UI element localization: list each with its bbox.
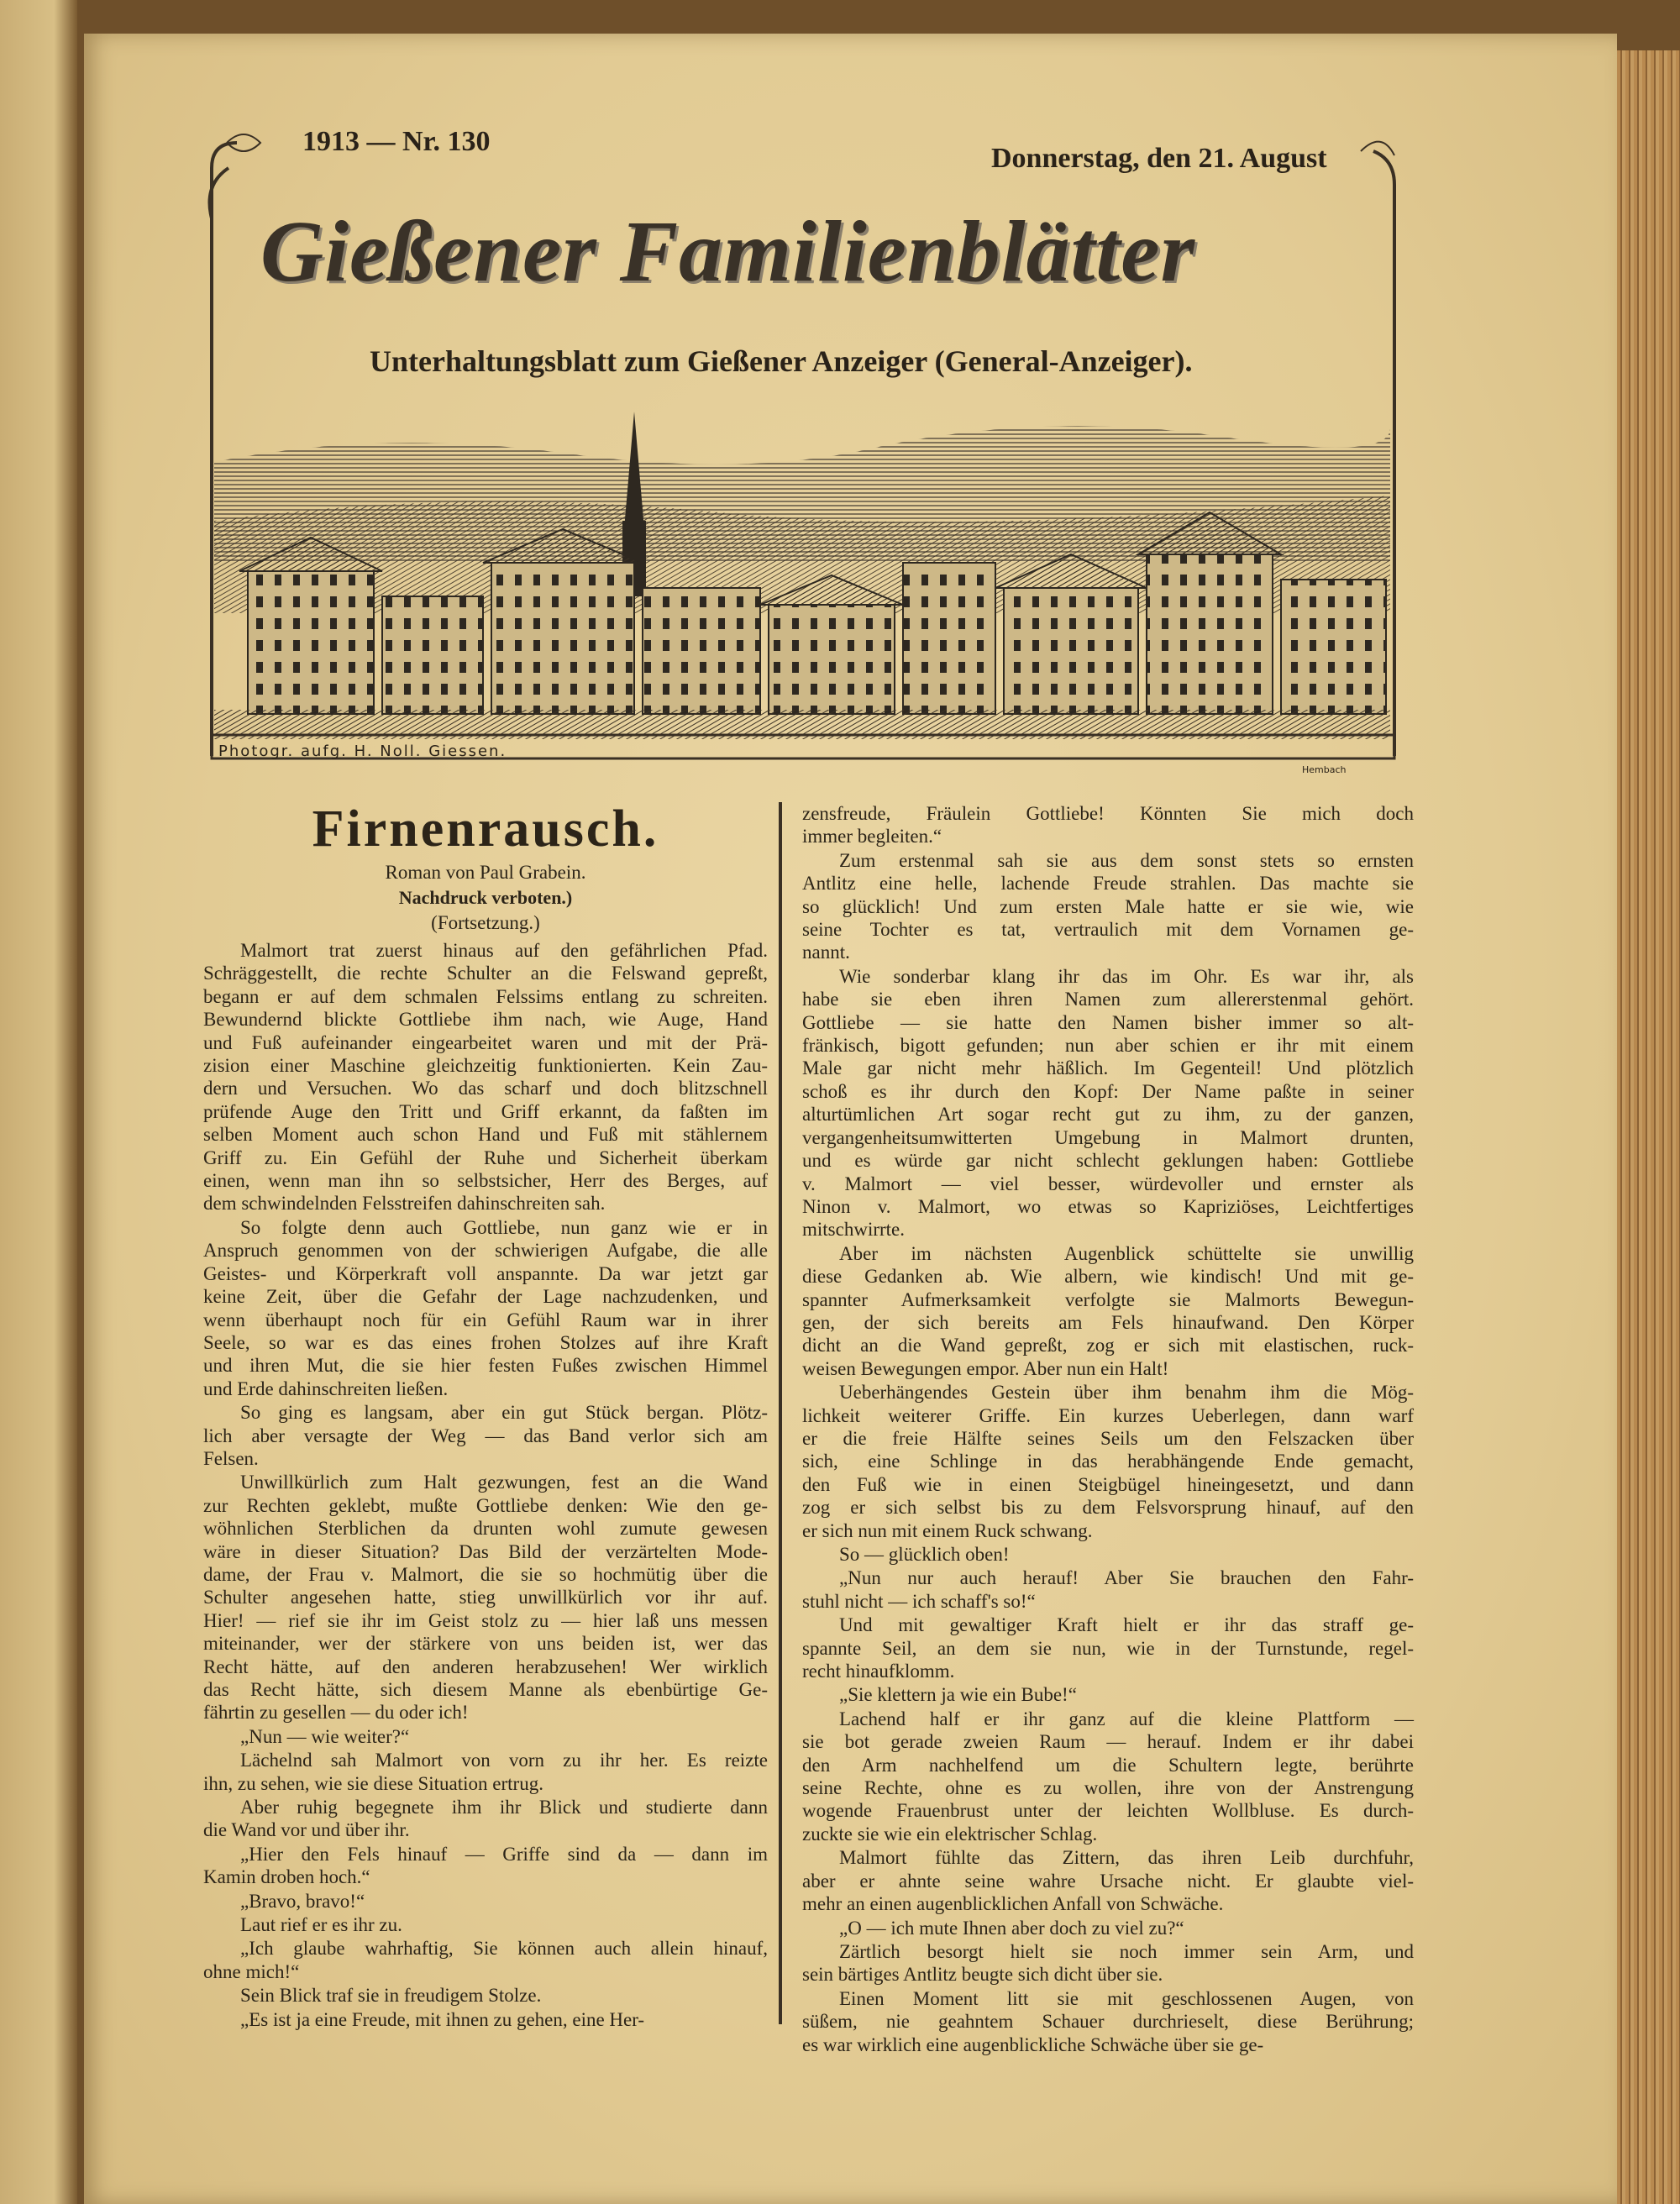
text-line: zuckte sie wie ein elektrischer Schlag. bbox=[802, 1823, 1098, 1845]
text-line: sie bot gerade zweien Raum — herauf. Indem er ihr dabei bbox=[802, 1731, 1414, 1753]
text-line: Zum erstenmal sah sie aus dem sonst stets so ernsten bbox=[839, 849, 1414, 871]
text-line: ohne mich!“ bbox=[203, 1960, 300, 1982]
paragraph bbox=[203, 1913, 768, 1936]
text-line: diese Gedanken ab. Wie albern, wie kindisch! Und mit ge- bbox=[802, 1266, 1414, 1288]
text-line: weisen Bewegungen empor. Aber nun ein Halt! bbox=[802, 1357, 1169, 1379]
text-line: mehr an einen augenblicklichen Anfall von Schwäche. bbox=[802, 1893, 1224, 1915]
text-line: Antlitz eine helle, lachende Freude strahlen. Das machte sie bbox=[802, 873, 1414, 895]
article-byline: Roman von Paul Grabein. bbox=[385, 862, 586, 883]
text-line: den Arm nachhelfend um die Schultern legte, berührte bbox=[802, 1754, 1414, 1776]
text-line: Anspruch genommen von der schwierigen Aufgabe, die alle bbox=[203, 1240, 768, 1262]
paragraph bbox=[802, 965, 1414, 1241]
paragraph bbox=[802, 1543, 1414, 1566]
paragraph bbox=[802, 1566, 1414, 1613]
text-line: er sich nun mit einem Ruck schwang. bbox=[802, 1519, 1093, 1541]
text-line: schoß es ihr durch den Kopf: Der Name paßte in seiner bbox=[802, 1080, 1414, 1102]
photo-credit: Photogr. aufg. H. Noll. Giessen. bbox=[218, 743, 507, 760]
text-line: „Es ist ja eine Freude, mit ihnen zu gehen, eine Her- bbox=[240, 2008, 645, 2030]
text-line: alturtümlichen Art sogar recht gut zu ihm, zu der ganzen, bbox=[802, 1104, 1414, 1126]
text-line: und Fuß aufeinander eingearbeitet waren und mit der Prä- bbox=[203, 1031, 768, 1053]
paragraph bbox=[802, 1614, 1414, 1682]
text-line: Malmort fühlte das Zittern, das ihren Leib durchfuhr, bbox=[839, 1847, 1414, 1869]
paragraph bbox=[802, 1708, 1414, 1845]
paragraph bbox=[203, 1890, 768, 1913]
text-line: Lächelnd sah Malmort von vorn zu ihr her. Es reizte bbox=[240, 1750, 768, 1771]
text-line: Bewundernd blickte Gottliebe ihm nach, wie Auge, Hand bbox=[203, 1009, 768, 1031]
paragraph bbox=[802, 1940, 1414, 1986]
text-line: fährtin zu gesellen — du oder ich! bbox=[203, 1702, 469, 1724]
text-line: miteinander, wer der stärkere von uns beiden ist, wer das bbox=[203, 1633, 768, 1655]
paragraph bbox=[802, 802, 1414, 848]
text-line: begann er auf dem schmalen Felssims entlang zu schreiten. bbox=[203, 985, 768, 1007]
text-line: Und mit gewaltiger Kraft hielt er ihr das straff ge- bbox=[839, 1614, 1414, 1636]
paragraph bbox=[802, 1987, 1414, 2056]
text-line: immer begleiten.“ bbox=[802, 826, 942, 847]
text-line: „Hier den Fels hinauf — Griffe sind da — dann im bbox=[240, 1843, 768, 1865]
text-line: Ueberhängendes Gestein über ihm benahm ihm die Mög- bbox=[839, 1382, 1414, 1404]
text-line: es war wirklich eine augenblickliche Schwäche über sie ge- bbox=[802, 2033, 1264, 2055]
text-line: dem schwindelnden Felsstreifen dahinschreiten sah. bbox=[203, 1193, 606, 1215]
text-line: dicht an die Wand gepreßt, zog er sich mit elastischen, ruck- bbox=[802, 1335, 1414, 1357]
text-line: wenn überhaupt noch für ein Gefühl Raum war in ihrer bbox=[203, 1309, 768, 1330]
text-line: wäre in dieser Situation? Das Bild der verzärtelten Mode- bbox=[203, 1540, 768, 1562]
paragraph bbox=[802, 1242, 1414, 1380]
text-line: Laut rief er es ihr zu. bbox=[240, 1914, 402, 1936]
paragraph bbox=[802, 849, 1414, 964]
text-line: seine Tochter es tat, vertraulich mit dem Vornamen ge- bbox=[802, 919, 1414, 941]
text-line: Felsen. bbox=[203, 1447, 259, 1469]
article-column-left bbox=[203, 798, 768, 2032]
text-line: „Ich glaube wahrhaftig, Sie können auch allein hinauf, bbox=[240, 1938, 768, 1960]
text-line: einen, wenn man ihn so selbstsicher, Herr des Berges, auf bbox=[203, 1170, 768, 1192]
text-line: Sein Blick traf sie in freudigem Stolze. bbox=[240, 1985, 542, 2007]
article-column-right bbox=[802, 802, 1414, 2057]
text-line: So folgte denn auch Gottliebe, nun ganz wie er in bbox=[240, 1216, 768, 1238]
issue-number: 1913 — Nr. 130 bbox=[302, 126, 491, 157]
text-line: „Bravo, bravo!“ bbox=[240, 1890, 365, 1912]
text-line: Kamin droben hoch.“ bbox=[203, 1866, 370, 1888]
paragraph bbox=[203, 1749, 768, 1795]
text-line: und es würde gar nicht schlecht geklungen haben: Gottliebe bbox=[802, 1150, 1414, 1172]
text-line: Griff zu. Ein Gefühl der Ruhe und Sicherheit überkam bbox=[203, 1147, 768, 1168]
text-line: Lachend half er ihr ganz auf die kleine Plattform — bbox=[839, 1708, 1414, 1729]
text-line: süßem, nie geahntem Schauer durchrieselt, diese Berührung; bbox=[802, 2011, 1414, 2033]
page-stack-edge bbox=[1617, 50, 1680, 2204]
text-line: nannt. bbox=[802, 942, 850, 963]
column-divider bbox=[779, 802, 782, 2024]
text-line: stuhl nicht — ich schaff's so!“ bbox=[802, 1590, 1036, 1612]
text-line: dern und Versuchen. Wo das scharf und doch blitzschnell bbox=[203, 1078, 768, 1099]
text-line: er die freie Hälfte seines Seils um den Felszacken über bbox=[802, 1427, 1414, 1449]
text-line: gen, der sich bereits am Fels hinaufwand. Den Körper bbox=[802, 1311, 1414, 1333]
text-line: Ninon v. Malmort, wo etwas so Kapriziöses, Leichtfertiges bbox=[802, 1195, 1414, 1217]
reprint-notice: Nachdruck verboten.) bbox=[398, 887, 573, 908]
text-line: seine Rechte, ohne es zu wollen, ihre von der Anstrengung bbox=[802, 1777, 1414, 1799]
text-line: lich aber versagte der Weg — das Band verlor sich am bbox=[203, 1425, 768, 1446]
paragraph bbox=[802, 1846, 1414, 1915]
paragraph bbox=[203, 1725, 768, 1748]
text-line: vergangenheitsumwitterten Umgebung in Malmort drunten, bbox=[802, 1126, 1414, 1148]
text-line: zision einer Maschine gleichzeitig funktionierten. Kein Zau- bbox=[203, 1055, 768, 1077]
text-line: „Nun — wie weiter?“ bbox=[240, 1725, 410, 1747]
text-line: Unwillkürlich zum Halt gezwungen, fest an die Wand bbox=[240, 1472, 768, 1493]
text-line: Einen Moment litt sie mit geschlossenen Augen, von bbox=[839, 1987, 1414, 2009]
text-line: spannte Seil, an dem sie nun, wie in der Turnstunde, regel- bbox=[802, 1637, 1414, 1659]
text-line: das Recht hätte, sich diesem Manne als ebenbürtige Ge- bbox=[203, 1679, 768, 1700]
text-line: habe sie eben ihren Namen zum allererstenmal gehört. bbox=[802, 989, 1414, 1010]
text-line: Malmort trat zuerst hinaus auf den gefährlichen Pfad. bbox=[240, 940, 768, 961]
paragraph bbox=[203, 2008, 768, 2031]
text-line: prüfende Auge den Tritt und Griff erkannt, da faßten im bbox=[203, 1100, 768, 1122]
text-line: sich, eine Schlinge in das herabhängende Ende gemacht, bbox=[802, 1451, 1414, 1472]
text-line: zur Rechten geklebt, mußte Gottliebe denken: Wie den ge- bbox=[203, 1494, 768, 1516]
text-line: lichkeit weiterer Griffe. Ein kurzes Ueberlegen, dann warf bbox=[802, 1404, 1414, 1426]
text-line: spannter Aufmerksamkeit verfolgte sie Malmorts Bewegun- bbox=[802, 1288, 1414, 1310]
text-line: sein bärtiges Antlitz beugte sich dicht über sie. bbox=[802, 1964, 1163, 1986]
text-line: Aber im nächsten Augenblick schüttelte sie unwillig bbox=[839, 1242, 1414, 1264]
text-line: v. Malmort — viel besser, würdevoller und ernster als bbox=[802, 1173, 1414, 1194]
text-line: So — glücklich oben! bbox=[839, 1544, 1010, 1565]
text-line: die Wand vor und über ihr. bbox=[203, 1819, 410, 1841]
text-line: und ihren Mut, die sie hier festen Fußes zwischen Himmel bbox=[203, 1355, 768, 1377]
continuation-note: (Fortsetzung.) bbox=[431, 912, 540, 933]
issue-date: Donnerstag, den 21. August bbox=[991, 143, 1327, 174]
paragraph bbox=[203, 1937, 768, 1983]
text-line: So ging es langsam, aber ein gut Stück bergan. Plötz- bbox=[240, 1402, 768, 1424]
text-line: „O — ich mute Ihnen aber doch zu viel zu?“ bbox=[839, 1917, 1184, 1939]
text-line: dame, der Frau v. Malmort, die sie so hochmütig über die bbox=[203, 1563, 768, 1585]
text-line: „Nun nur auch herauf! Aber Sie brauchen den Fahr- bbox=[839, 1567, 1414, 1589]
text-line: wogende Frauenbrust unter der leichten Wollbluse. Es durch- bbox=[802, 1800, 1414, 1822]
paragraph bbox=[203, 1843, 768, 1889]
text-line: fränkisch, bigott gefunden; nun aber schien er ihr mit einem bbox=[802, 1035, 1414, 1057]
text-line: selben Moment auch schon Hand und Fuß mit stählernem bbox=[203, 1124, 768, 1146]
paragraph bbox=[802, 1683, 1414, 1706]
text-line: Zärtlich besorgt hielt sie noch immer sein Arm, und bbox=[839, 1940, 1414, 1962]
paragraph bbox=[203, 1984, 768, 2007]
text-line: ihn, zu sehen, wie sie diese Situation ertrug. bbox=[203, 1772, 543, 1794]
paragraph bbox=[203, 1796, 768, 1842]
city-panorama-illustration bbox=[214, 395, 1390, 752]
article-body-right bbox=[802, 802, 1414, 2056]
adjacent-page-edge bbox=[0, 0, 77, 2204]
masthead-subtitle: Unterhaltungsblatt zum Gießener Anzeiger (General-Anzeiger). bbox=[370, 344, 1193, 378]
text-line: mitschwirrte. bbox=[802, 1219, 905, 1241]
text-line: und Erde dahinschreiten ließen. bbox=[203, 1378, 449, 1399]
paragraph bbox=[802, 1917, 1414, 1939]
text-line: Wie sonderbar klang ihr das im Ohr. Es war ihr, als bbox=[839, 965, 1414, 987]
text-line: Schulter angesehen hatte, stieg unwillkürlich vor ihr auf. bbox=[203, 1587, 768, 1608]
text-line: recht hinaufklomm. bbox=[802, 1661, 955, 1682]
paragraph bbox=[203, 1401, 768, 1470]
article-title: Firnenrausch. bbox=[312, 800, 659, 858]
text-line: den Fuß wie in einen Steigbügel hineingesetzt, und dann bbox=[802, 1473, 1414, 1495]
text-line: wöhnlichen Sterblichen da drunten wohl zumute gewesen bbox=[203, 1518, 768, 1540]
article-body-left bbox=[203, 939, 768, 2031]
paragraph bbox=[203, 1471, 768, 1724]
masthead-title: Gießener Familienblätter bbox=[260, 203, 1196, 300]
text-line: Hier! — rief sie ihr im Geist stolz zu — hier laß uns messen bbox=[203, 1609, 768, 1631]
text-line: Aber ruhig begegnete ihm ihr Blick und studierte dann bbox=[240, 1797, 768, 1818]
text-line: Recht hätte, auf den anderen herabzusehen! Wer wirklich bbox=[203, 1656, 768, 1677]
text-line: Male gar nicht mehr häßlich. Im Gegenteil! Und plötzlich bbox=[802, 1057, 1414, 1079]
text-line: Schräggestellt, die rechte Schulter an die Felswand gepreßt, bbox=[203, 963, 768, 984]
text-line: Gottliebe — sie hatte den Namen bisher immer so alt- bbox=[802, 1011, 1414, 1033]
text-line: zog er sich selbst bis zu dem Felsvorsprung hinauf, auf den bbox=[802, 1497, 1414, 1519]
paragraph bbox=[203, 939, 768, 1215]
text-line: Seele, so war es das eines frohen Stolzes auf ihre Kraft bbox=[203, 1331, 768, 1353]
text-line: Geistes- und Körperkraft voll anspannte. Da war jetzt gar bbox=[203, 1262, 768, 1284]
engraver-signature: Hembach bbox=[1302, 764, 1347, 775]
text-line: aber er ahnte seine wahre Ursache nicht. Er glaubte viel- bbox=[802, 1870, 1414, 1892]
text-line: „Sie klettern ja wie ein Bube!“ bbox=[839, 1684, 1077, 1706]
paragraph bbox=[802, 1381, 1414, 1542]
text-line: zensfreude, Fräulein Gottliebe! Könnten Sie mich doch bbox=[802, 803, 1414, 824]
masthead bbox=[202, 118, 1403, 775]
text-line: so glücklich! Und zum ersten Male hatte er sie wie, wie bbox=[802, 895, 1414, 917]
text-line: keine Zeit, über die Gefahr der Lage nachzudenken, und bbox=[203, 1286, 768, 1308]
paragraph bbox=[203, 1216, 768, 1400]
